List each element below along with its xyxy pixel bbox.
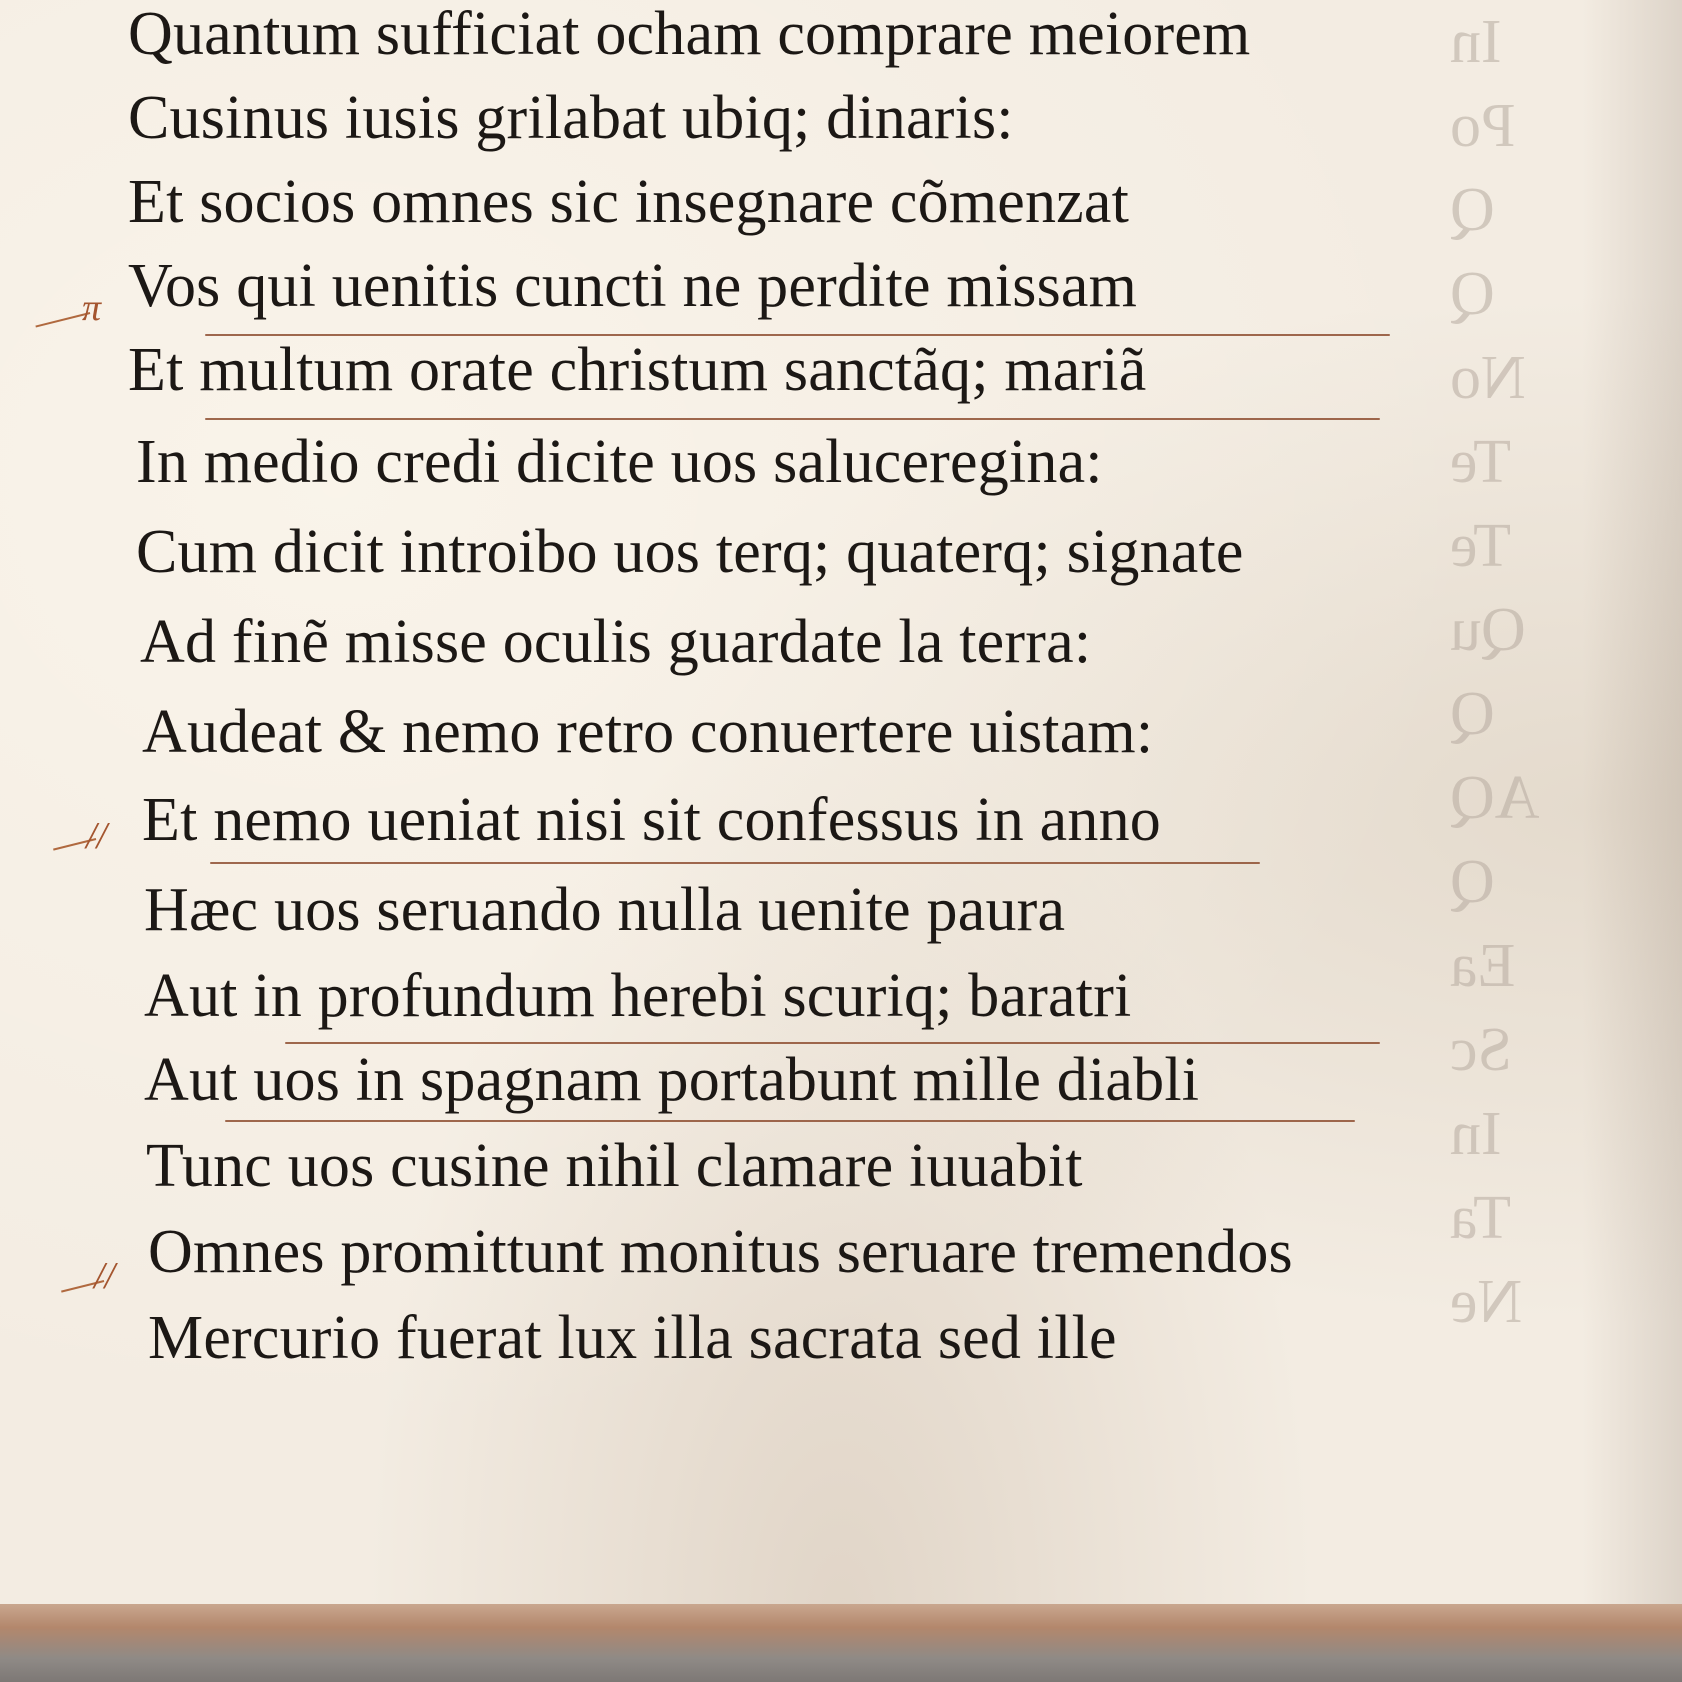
bleed-through-line: Te [1450,512,1512,580]
ink-underline [205,418,1380,420]
verse-line: Et multum orate christum sanctãq; mariã [128,336,1147,404]
bleed-through-line: Qu [1450,596,1526,664]
bleed-through-line: AQ [1450,764,1540,832]
verse-line: Tunc uos cusine nihil clamare iuuabit [146,1132,1083,1200]
bleed-through-line: Te [1450,428,1512,496]
bleed-through-line: Q [1450,680,1495,748]
paragraph-mark-icon: // [94,1255,116,1297]
verse-line: Audeat & nemo retro conuertere uistam: [142,698,1154,766]
verse-text-block [128,0,1548,1400]
bleed-through-line: Ne [1450,1268,1523,1336]
bleed-through-line: Ta [1450,1184,1512,1252]
bleed-through-line: Sc [1450,1016,1512,1084]
verse-line: Quantum sufficiat ocham comprare meiorem [128,0,1251,68]
ink-underline [285,1042,1380,1044]
bleed-through-line: Q [1450,176,1495,244]
page-curl-shadow [1582,0,1682,1618]
ink-underline [210,862,1260,864]
verse-line: Cum dicit introibo uos terq; quaterq; signate [136,518,1244,586]
bleed-through-line: Q [1450,848,1495,916]
verse-line: Vos qui uenitis cuncti ne perdite missam [128,252,1138,320]
verse-line: Omnes promittunt monitus seruare tremendos [148,1218,1293,1286]
verse-line: Et socios omnes sic insegnare cõmenzat [128,168,1130,236]
bleed-through-line: No [1450,344,1526,412]
page-edge [0,1604,1682,1682]
verse-line: Et nemo ueniat nisi sit confessus in anno [142,786,1161,854]
verse-line: Hæc uos seruando nulla uenite paura [144,876,1066,944]
bleed-through-line: Po [1450,92,1516,160]
bleed-through-line: Ea [1450,932,1516,1000]
verse-line: Aut in profundum herebi scuriq; baratri [144,962,1132,1030]
ink-underline [205,334,1390,336]
verse-line: Cusinus iusis grilabat ubiq; dinaris: [128,84,1014,152]
bleed-through-line: In [1450,8,1502,76]
verse-line: Mercurio fuerat lux illa sacrata sed ille [148,1304,1117,1372]
verse-line: Ad finẽ misse oculis guardate la terra: [140,608,1092,676]
verse-line: Aut uos in spagnam portabunt mille diabli [144,1046,1200,1114]
paragraph-mark-icon: π [82,287,102,329]
bleed-through-line: In [1450,1100,1502,1168]
paragraph-mark-icon: // [86,815,108,857]
ink-underline [225,1120,1355,1122]
bleed-through-line: Q [1450,260,1495,328]
verse-line: In medio credi dicite uos saluceregina: [136,428,1103,496]
